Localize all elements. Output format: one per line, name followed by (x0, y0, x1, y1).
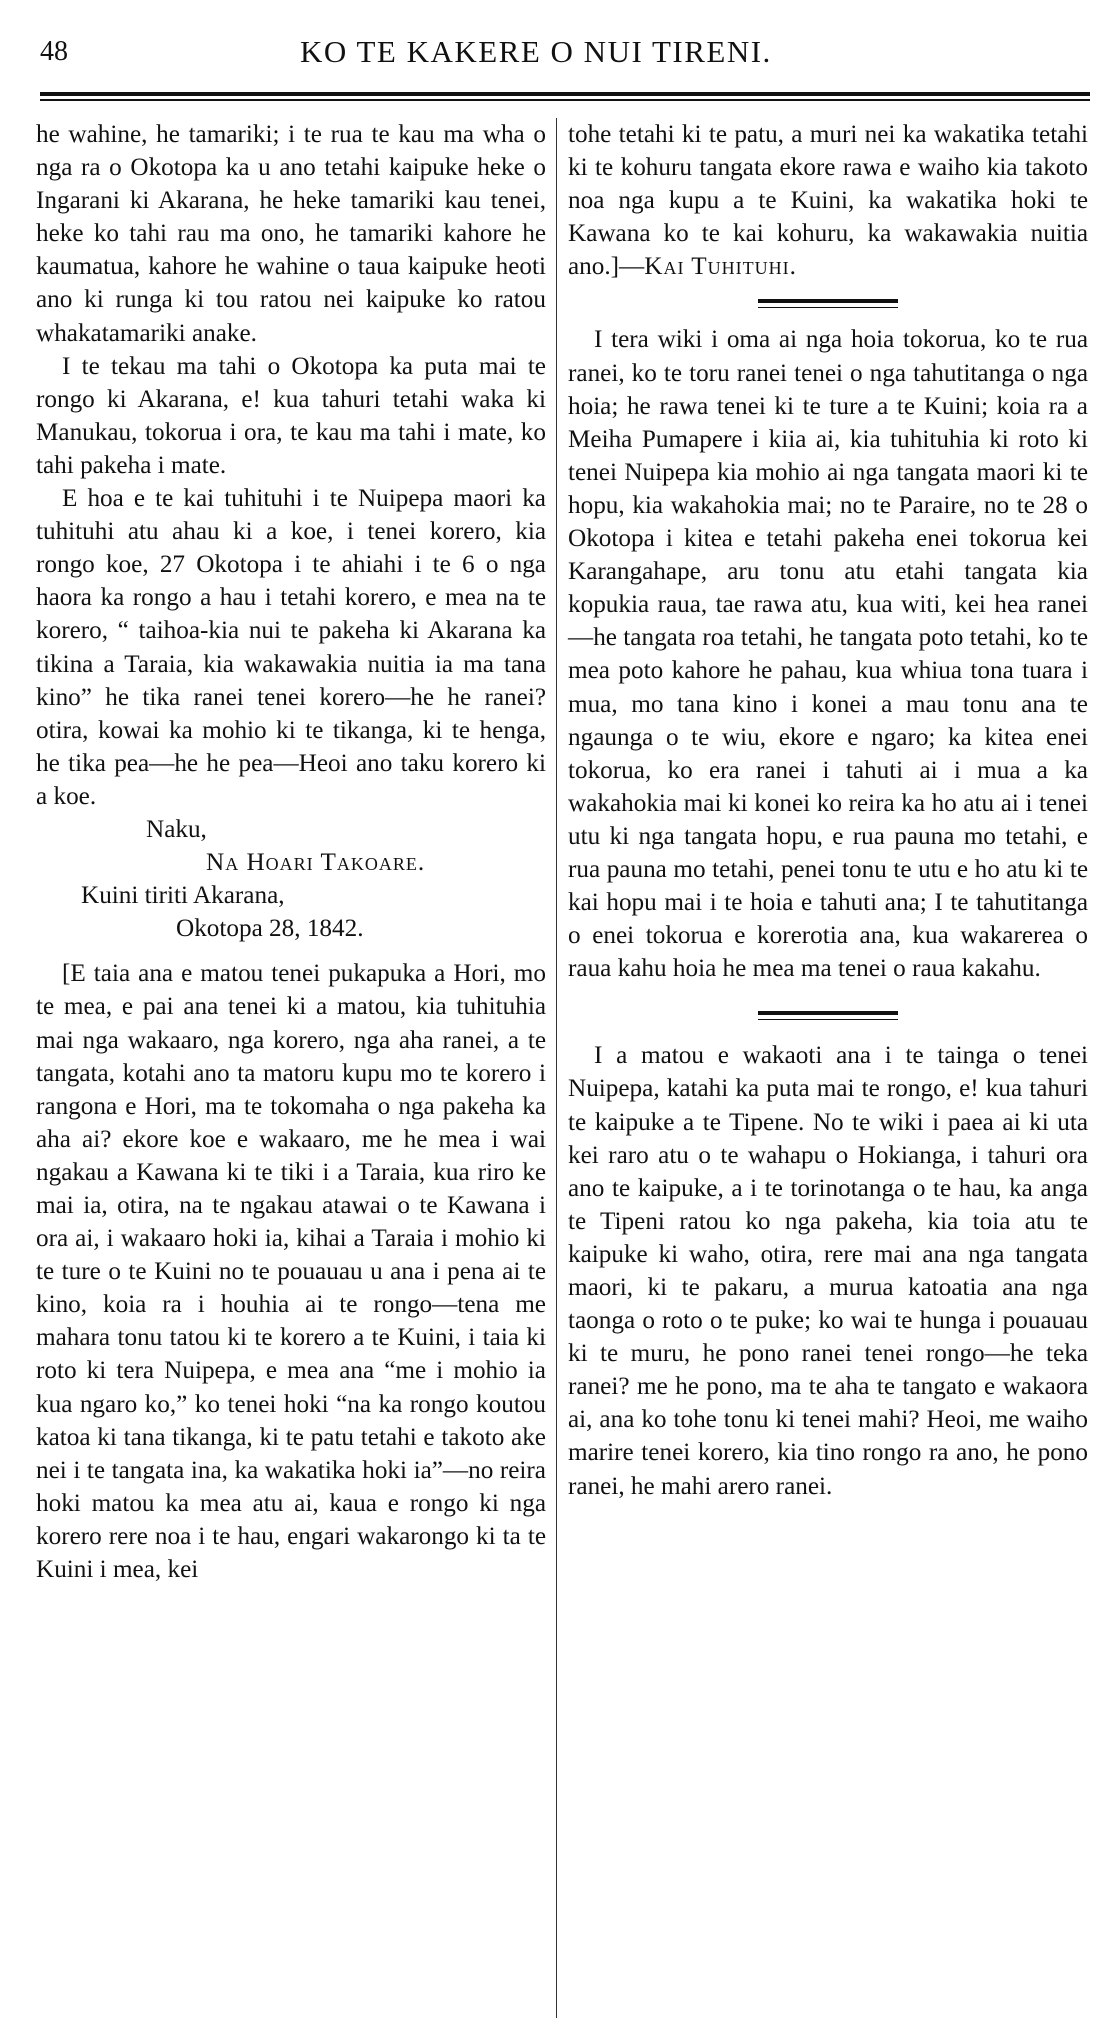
right-column (568, 118, 1088, 1503)
editor-note: [E taia ana e matou tenei pukapuka a Hori, mo te mea, e pai ana tenei ki a matou, kia tuhituhia mai nga wakaaro, nga korero, nga aha ranei, a te tangata, kotahi ano ta matoru kupu mo te korero i rangona e Hori, ma te tokomaha o nga pakeha ka aha ai? ekore koe e wakaaro, me he mea i wai ngakau a Kawana ki te tiki i a Taraia, kua riro ke mai ia, otira, na te ngakau atawai o te Kawana i ora ai, i wakaaro hoki ia, kihai a Taraia i mohio ki te ture o te Kuini no te pouauau u ana i pena ai te kino, koia ra i houhia ai te rongo—tena me mahara tonu tatou ki te korero a te Kuini, i taia ki roto ki tera Nuipepa, e mea ana “me i mohio ia kua ngaro ko,” ko tenei hoki “na ka rongo koutou katoa ki tana tikanga, ki te patu tetahi e takoto ake nei i te tangata ina, ka wakatika hoki ia”—no reira hoki matou ka mea atu ai, kaua e rongo ki nga korero rere noa i te hau, engari wakarongo ki ta te Kuini i mea, kei (36, 960, 546, 1584)
paragraph: he wahine, he tamariki; i te rua te kau ma wha o nga ra o Okotopa ka u ano tetahi kaipuke heke o Ingarani ki Akarana, he heke tamariki kau tenei, heke ko tahi rau ma ono, he tamariki kahore he kaumatua, kahore he wahine o taua kaipuke heoti ano ki runga ki tou ratou nei kaipuke ko ratou whakatamariki anake. (36, 121, 546, 347)
article-deserters: I tera wiki i oma ai nga hoia tokorua, ko te rua ranei, ko te toru ranei tenei o nga tahutitanga o nga hoia; he rawa tenei ki te ture a te Kuini; koia ra a Meiha Pumapere i kiia ai, kia tuhituhia ki roto ki tenei Nuipepa kia mohio ai nga tangata maori ki te hopu, kia wakahokia mai; no te Paraire, no te 28 o Okotopa i kitea e tetahi pakeha enei tokorua kei Karangahape, aru tonu atu etahi tangata kia kopukia raua, tae rawa atu, kua witi, kei hea ranei—he tangata roa tetahi, he tangata poto tetahi, ko te mea poto kahore he pahau, kua whiua tona tuara i mua, mo tana kino i konei a mau tonu ana te ngaunga o te wiu, ekore e ngaro; ka kitea enei tokorua, ko era ranei i tahuti ai i mua a ka wakahokia mai ki konei ko reira ka ho atu ai i tenei utu ki nga tangata hopu, e rua pauna mo tetahi, e rua pauna mo tetahi, penei tonu te utu e ho atu ki te kai hopu mai i te hoia e tahuti ana; I te tahutitanga o enei tokorua e korerotia ana, kua wakarerea o raua kahu hoia he mea ma tenei o raua kakahu. (568, 326, 1088, 983)
signature-name: Na Hoari Takoare. (206, 849, 426, 877)
signature-place: Kuini tiriti Akarana, (81, 882, 285, 910)
section-separator (568, 985, 1088, 1039)
signature-date: Okotopa 28, 1842. (176, 915, 364, 943)
signature-naku: Naku, (146, 815, 207, 843)
paragraph: E hoa e te kai tuhituhi i te Nuipepa maori ka tuhituhi atu ahau ki a koe, i tenei korero, kia rongo koe, 27 Okotopa i te ahiahi i te 6 o nga haora ka rongo a hau i tetahi korero, e mea na te korero, “ taihoa-kia nui te pakeha ki Akarana ka tikina a Taraia, kia wakawakia nuitia ia ma tana kino” he tika ranei tenei korero—he he ranei? otira, kowai ka mohio ki te tikanga, ki te henga, he tika pea—he he pea—Heoi ano taku korero ki a koe. (36, 485, 546, 810)
note-attribution: Kai Tuhituhi. (644, 253, 797, 281)
left-column (36, 118, 546, 1586)
running-title: KO TE KAKERE O NUI TIRENI. (300, 34, 772, 69)
column-divider (556, 118, 557, 2018)
section-separator (568, 283, 1088, 323)
page-header (0, 26, 1114, 76)
paragraph: I te tekau ma tahi o Okotopa ka puta mai te rongo ki Akarana, e! kua tahuri tetahi waka ki Manukau, tokorua i ora, te kau ma tahi i mate, ko tahi pakeha i mate. (36, 352, 546, 479)
editor-note-continuation (568, 118, 1088, 283)
article-shipwreck: I a matou e wakaoti ana i te tainga o tenei Nuipepa, katahi ka puta mai te rongo, e! kua tahuri te kaipuke a te Tipene. No te wiki i paea ai ki uta kei raro atu o te wahapu o Hokianga, i tahuri ora ano te kaipuke, a i te torinotanga o te hau, ka anga te Tipeni ratou ko nga pakeha, kia toia atu te kaipuke ki waho, otira, rere mai ana nga tangata maori, ki te pakaru, a murua katoatia ana nga taonga o roto o te puke; ko wai te hunga i pouauau ki te muru, he pono ranei tenei rongo—he teka ranei? me he pono, ma te aha te tangato e wakaora ai, ana ko tohe tonu ki tenei mahi? Heoi, me waiho marire tenei korero, kia tino rongo ra ano, he pono ranei, he mahi arero ranei. (568, 1042, 1088, 1500)
page-number: 48 (40, 36, 68, 67)
note-continuation-text: tohe tetahi ki te patu, a muri nei ka wakatika tetahi ki te kohuru tangata ekore rawa e waiho kia takoto noa nga kupu a te Kuini, ka wakatika hoki te Kawana ko te kai kohuru, ka wakawakia nuitia ano.]— (568, 121, 1088, 281)
header-rule-thick (40, 92, 1090, 96)
header-rule-thin (40, 99, 1090, 101)
